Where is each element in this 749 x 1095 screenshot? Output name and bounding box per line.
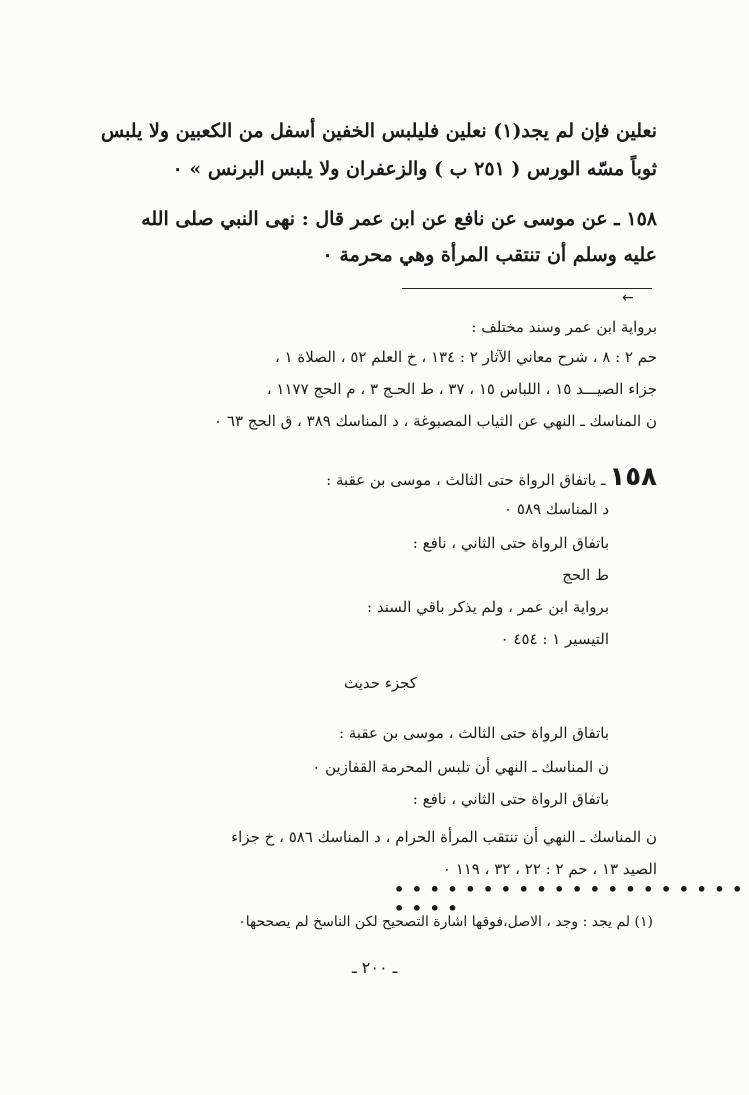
commentary-line-8: ط الحج — [562, 566, 609, 584]
commentary-line-3: جزاء الصيـــد ١٥ ، اللباس ١٥ ، ٣٧ ، ط الحـج ٣ ، م الحج ١١٧٧ ، — [266, 380, 657, 398]
commentary-line-11: باتفاق الرواة حتى الثالث ، موسى بن عقبة : — [338, 724, 609, 742]
commentary-line-1: برواية ابن عمر وسند مختلف : — [471, 318, 657, 336]
page-number: ـ ٢٠٠ ـ — [352, 958, 398, 977]
section-heading: كجزء حديث — [344, 674, 417, 692]
commentary-line-2: حم ٢ : ٨ ، شرح معاني الآثار ٢ : ١٣٤ ، خ العلم ٥٢ ، الصلاة ١ ، — [274, 348, 657, 366]
main-text-line-2: ثوباً مسّه الورس ( ٢٥١ ب ) والزعفران ولا يلبس البرنس » ٠ — [172, 158, 657, 180]
commentary-line-4: ن المناسك ـ النهي عن الثياب المصبوغة ، د المناسك ٣٨٩ ، ق الحج ٦٣ ٠ — [214, 412, 657, 430]
main-text-line-1: نعلين فإن لم يجد(١) نعلين فليلبس الخفين أسفل من الكعبين ولا يلبس — [100, 120, 657, 142]
section-divider — [402, 288, 652, 289]
commentary-line-14: ن المناسك ـ النهي أن تنتقب المرأة الحرام ، د المناسك ٥٨٦ ، خ جزاء — [231, 828, 657, 846]
main-text-line-4: عليه وسلم أن تنتقب المرأة وهي محرمة ٠ — [322, 244, 657, 266]
commentary-line-5-text: ـ باتفاق الرواة حتى الثالث ، موسى بن عقبة : — [326, 471, 606, 489]
hadith-number: ١٥٨ — [609, 462, 657, 492]
footnote-marker: (١) — [634, 914, 653, 930]
footnote-text: لم يجد : وجد ، الاصل،فوقها اشارة التصحيح لكن الناسخ لم يصححها٠ — [238, 914, 631, 930]
commentary-line-12: ن المناسك ـ النهي أن تلبس المحرمة القفازين ٠ — [312, 758, 609, 776]
commentary-line-5 — [326, 462, 657, 492]
dotted-separator: • • • • • • • • • • • • • • • • • • • • • • • • — [394, 880, 744, 918]
arrow-left-icon: ← — [622, 290, 634, 306]
commentary-line-6: د المناسك ٥٨٩ ٠ — [504, 500, 609, 518]
main-text-line-3: ١٥٨ ـ عن موسى عن نافع عن ابن عمر قال : نهى النبي صلى الله — [141, 208, 657, 230]
commentary-line-13: باتفاق الرواة حتى الثاني ، نافع : — [412, 790, 609, 808]
footnote — [238, 914, 653, 930]
commentary-line-15: الصيد ١٣ ، حم ٢ : ٢٢ ، ٣٢ ، ١١٩ ٠ — [442, 860, 657, 878]
commentary-line-7: باتفاق الرواة حتى الثاني ، نافع : — [412, 534, 609, 552]
commentary-line-9: برواية ابن عمر ، ولم يذكر باقي السند : — [367, 598, 609, 616]
commentary-line-10: التيسير ١ : ٤٥٤ ٠ — [500, 630, 609, 648]
